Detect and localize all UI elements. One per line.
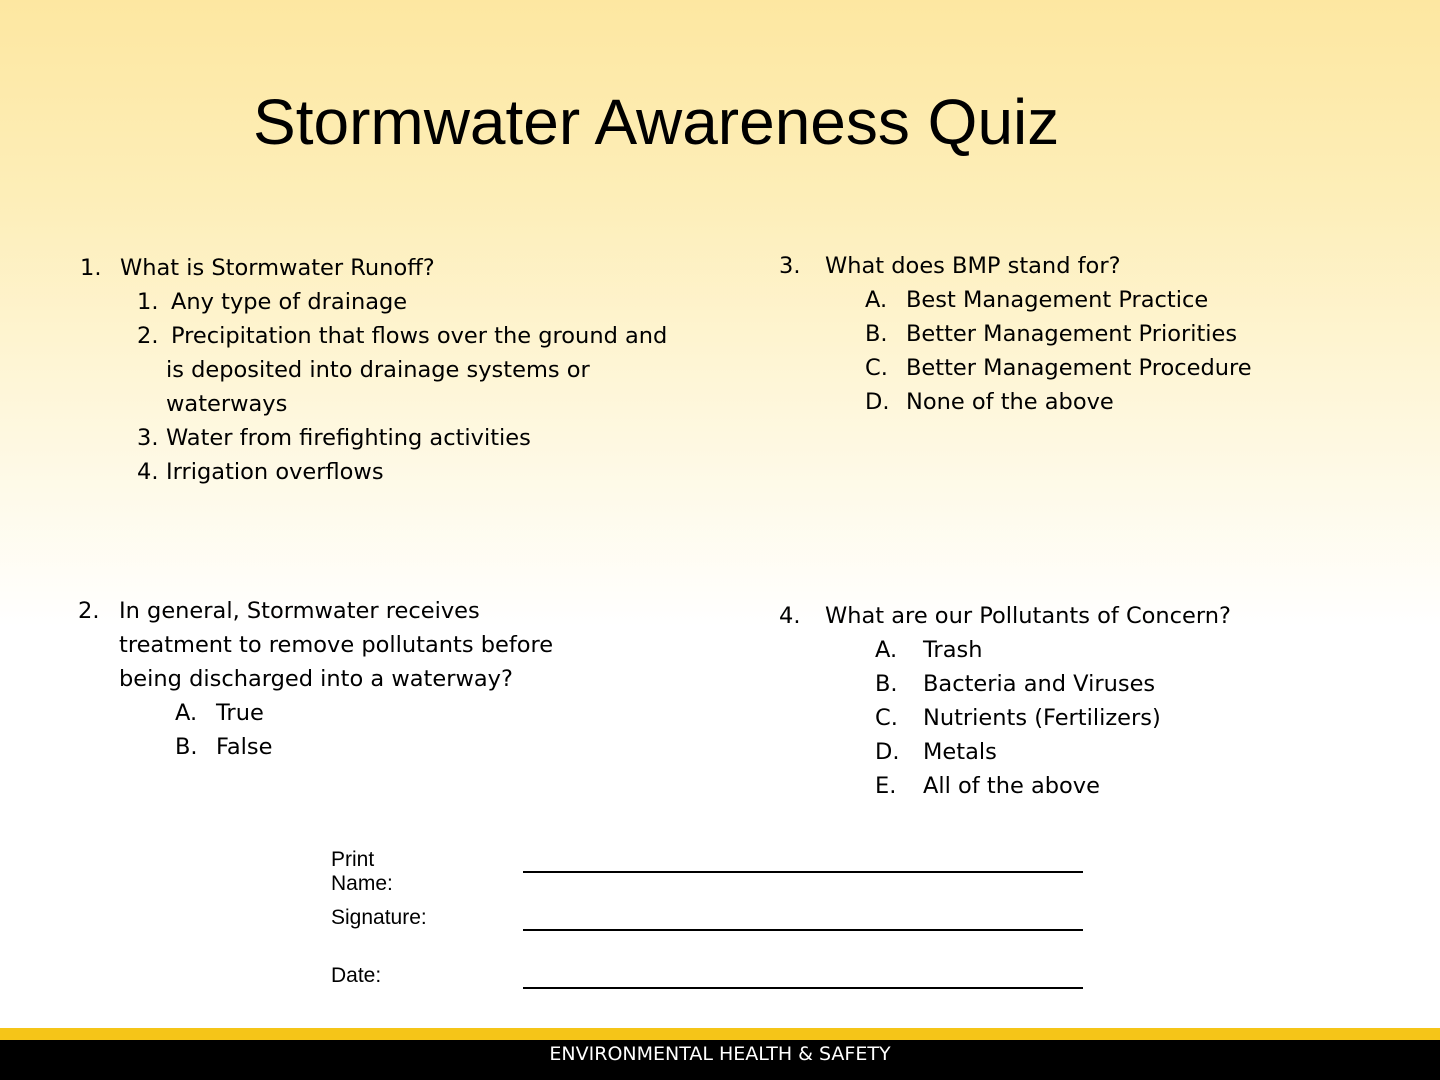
option-text: Best Management Practice — [906, 287, 1209, 313]
option-text: waterways — [166, 391, 288, 417]
option-label: D. — [865, 389, 890, 415]
option-label: B. — [175, 734, 198, 760]
option-label: B. — [875, 671, 898, 697]
option-label: C. — [865, 355, 888, 381]
option-text: Water from firefighting activities — [166, 425, 531, 451]
option-label: E. — [875, 773, 897, 799]
option-label: A. — [865, 287, 888, 313]
option-label: A. — [175, 700, 198, 726]
option-text: Trash — [923, 637, 983, 663]
option-text: All of the above — [923, 773, 1100, 799]
page-title: Stormwater Awareness Quiz — [253, 86, 1060, 158]
option-label: 3. — [137, 425, 159, 451]
question-number: 2. — [78, 598, 100, 624]
print-name-field[interactable] — [523, 871, 1083, 873]
option-text: Metals — [923, 739, 997, 765]
option-label: C. — [875, 705, 898, 731]
option-text: is deposited into drainage systems or — [166, 357, 590, 383]
option-text: True — [216, 700, 264, 726]
option-text: Any type of drainage — [171, 289, 408, 315]
question-text: In general, Stormwater receives — [119, 598, 480, 624]
question-number: 1. — [80, 255, 102, 281]
question-number: 3. — [779, 253, 801, 279]
option-text: Nutrients (Fertilizers) — [923, 705, 1161, 731]
option-text: False — [216, 734, 273, 760]
date-field[interactable] — [523, 987, 1083, 989]
option-label: 2. — [137, 323, 159, 349]
signature-field[interactable] — [523, 929, 1083, 931]
option-text: None of the above — [906, 389, 1114, 415]
signature-label: Signature: — [331, 906, 427, 929]
option-label: 4. — [137, 459, 159, 485]
option-text: Bacteria and Viruses — [923, 671, 1156, 697]
question-text: treatment to remove pollutants before — [119, 632, 554, 658]
question-text: What is Stormwater Runoff? — [120, 255, 435, 281]
option-text: Precipitation that flows over the ground and — [171, 323, 668, 349]
option-text: Better Management Priorities — [906, 321, 1238, 347]
question-number: 4. — [779, 603, 801, 629]
option-text: Irrigation overflows — [166, 459, 384, 485]
option-label: B. — [865, 321, 888, 347]
question-text: being discharged into a waterway? — [119, 666, 513, 692]
option-label: D. — [875, 739, 900, 765]
option-label: A. — [875, 637, 898, 663]
question-text: What does BMP stand for? — [825, 253, 1121, 279]
footer-bar — [0, 1040, 1440, 1080]
date-label: Date: — [331, 964, 382, 987]
question-text: What are our Pollutants of Concern? — [825, 603, 1231, 629]
option-text: Better Management Procedure — [906, 355, 1252, 381]
footer-accent-stripe — [0, 1028, 1440, 1040]
footer-text: ENVIRONMENTAL HEALTH & SAFETY — [549, 1043, 891, 1065]
option-label: 1. — [137, 289, 159, 315]
print-name-label: Print Name: — [331, 848, 393, 895]
